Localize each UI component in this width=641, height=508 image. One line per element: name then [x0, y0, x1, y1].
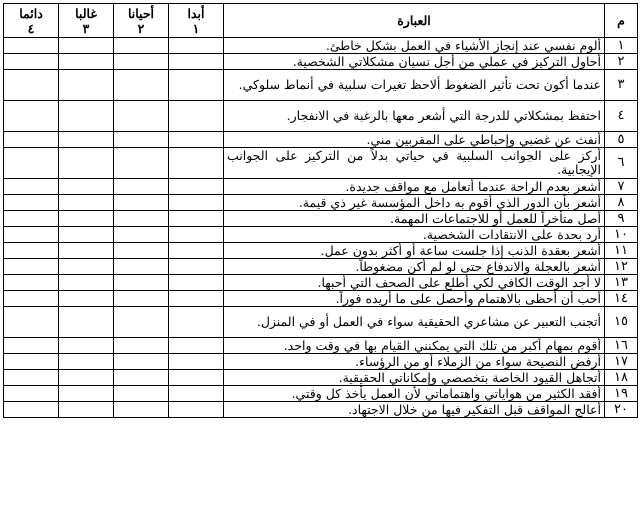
header-option-often: غالبا ٣	[59, 4, 114, 38]
table-row	[4, 101, 638, 132]
answer-cell-sometimes[interactable]	[114, 386, 169, 402]
answer-cell-always[interactable]	[4, 132, 59, 148]
questionnaire	[3, 3, 638, 418]
answer-cell-often[interactable]	[59, 70, 114, 101]
answer-cell-always[interactable]	[4, 291, 59, 307]
answer-cell-never[interactable]	[169, 402, 224, 418]
answer-cell-never[interactable]	[169, 179, 224, 195]
answer-cell-never[interactable]	[169, 54, 224, 70]
row-number: ٧	[605, 179, 638, 195]
answer-cell-sometimes[interactable]	[114, 38, 169, 54]
answer-cell-sometimes[interactable]	[114, 195, 169, 211]
answer-cell-never[interactable]	[169, 259, 224, 275]
table-row	[4, 211, 638, 227]
answer-cell-always[interactable]	[4, 370, 59, 386]
table-row	[4, 227, 638, 243]
answer-cell-always[interactable]	[4, 179, 59, 195]
answer-cell-sometimes[interactable]	[114, 275, 169, 291]
answer-cell-sometimes[interactable]	[114, 70, 169, 101]
table-row	[4, 291, 638, 307]
answer-cell-often[interactable]	[59, 132, 114, 148]
answer-cell-never[interactable]	[169, 148, 224, 179]
row-statement: أتجاهل القيود الخاصة بتخصصي وإمكاناتي الحقيقية.	[224, 370, 605, 386]
row-statement: أحاول التركيز في عملي من أجل نسيان مشكلاتي الشخصية.	[224, 54, 605, 70]
header-row	[4, 4, 638, 38]
row-number: ١٧	[605, 354, 638, 370]
answer-cell-never[interactable]	[169, 291, 224, 307]
answer-cell-sometimes[interactable]	[114, 338, 169, 354]
row-number: ١٨	[605, 370, 638, 386]
answer-cell-always[interactable]	[4, 195, 59, 211]
row-number: ٨	[605, 195, 638, 211]
answer-cell-often[interactable]	[59, 291, 114, 307]
answer-cell-sometimes[interactable]	[114, 259, 169, 275]
answer-cell-sometimes[interactable]	[114, 148, 169, 179]
header-option-never: أبدا ١	[169, 4, 224, 38]
table-row	[4, 195, 638, 211]
row-number: ١٤	[605, 291, 638, 307]
answer-cell-sometimes[interactable]	[114, 243, 169, 259]
answer-cell-always[interactable]	[4, 70, 59, 101]
table-row	[4, 402, 638, 418]
row-statement: أرد بحدة على الانتقادات الشخصية.	[224, 227, 605, 243]
answer-cell-always[interactable]	[4, 148, 59, 179]
row-number: ١٩	[605, 386, 638, 402]
answer-cell-often[interactable]	[59, 243, 114, 259]
answer-cell-often[interactable]	[59, 402, 114, 418]
answer-cell-always[interactable]	[4, 54, 59, 70]
row-statement: احتفظ بمشكلاتي للدرجة التي أشعر معها بالرغبة في الانفجار.	[224, 101, 605, 132]
answer-cell-often[interactable]	[59, 101, 114, 132]
row-statement: أشعر بالعجلة والاندفاع حتى لو لم أكن مضغوطاً.	[224, 259, 605, 275]
row-statement: ألوم نفسي عند إنجاز الأشياء في العمل بشكل خاطئ.	[224, 38, 605, 54]
answer-cell-sometimes[interactable]	[114, 101, 169, 132]
row-statement: عندما أكون تحت تأثير الضغوط ألاحظ تغيرات سلبية في أنماط سلوكي.	[224, 70, 605, 101]
answer-cell-always[interactable]	[4, 275, 59, 291]
answer-cell-always[interactable]	[4, 386, 59, 402]
answer-cell-often[interactable]	[59, 195, 114, 211]
row-number: ١٥	[605, 307, 638, 338]
answer-cell-sometimes[interactable]	[114, 54, 169, 70]
table-row	[4, 148, 638, 179]
answer-cell-never[interactable]	[169, 211, 224, 227]
answer-cell-often[interactable]	[59, 370, 114, 386]
row-number: ١٠	[605, 227, 638, 243]
answer-cell-often[interactable]	[59, 211, 114, 227]
table-row	[4, 38, 638, 54]
answer-cell-never[interactable]	[169, 132, 224, 148]
table-row	[4, 243, 638, 259]
answer-cell-sometimes[interactable]	[114, 211, 169, 227]
row-number: ٢٠	[605, 402, 638, 418]
row-number: ٤	[605, 101, 638, 132]
answer-cell-often[interactable]	[59, 354, 114, 370]
row-number: ١١	[605, 243, 638, 259]
row-statement: أحب أن أحظى بالاهتمام وأحصل على ما أريده فوراً.	[224, 291, 605, 307]
row-statement: أنفث عن غضبي وإحباطي على المقربين مني.	[224, 132, 605, 148]
table-row	[4, 132, 638, 148]
answer-cell-sometimes[interactable]	[114, 291, 169, 307]
answer-cell-often[interactable]	[59, 38, 114, 54]
answer-cell-always[interactable]	[4, 211, 59, 227]
table-row	[4, 259, 638, 275]
questionnaire-table	[3, 3, 638, 418]
answer-cell-never[interactable]	[169, 195, 224, 211]
answer-cell-always[interactable]	[4, 101, 59, 132]
table-row	[4, 307, 638, 338]
answer-cell-never[interactable]	[169, 386, 224, 402]
answer-cell-never[interactable]	[169, 338, 224, 354]
answer-cell-never[interactable]	[169, 101, 224, 132]
header-num: م	[605, 4, 638, 38]
answer-cell-never[interactable]	[169, 38, 224, 54]
answer-cell-sometimes[interactable]	[114, 370, 169, 386]
answer-cell-often[interactable]	[59, 148, 114, 179]
answer-cell-never[interactable]	[169, 227, 224, 243]
table-row	[4, 275, 638, 291]
header-option-sometimes: أحيانا ٢	[114, 4, 169, 38]
table-row	[4, 338, 638, 354]
answer-cell-always[interactable]	[4, 338, 59, 354]
answer-cell-always[interactable]	[4, 402, 59, 418]
answer-cell-sometimes[interactable]	[114, 227, 169, 243]
answer-cell-never[interactable]	[169, 307, 224, 338]
answer-cell-often[interactable]	[59, 227, 114, 243]
answer-cell-often[interactable]	[59, 307, 114, 338]
answer-cell-sometimes[interactable]	[114, 307, 169, 338]
answer-cell-always[interactable]	[4, 259, 59, 275]
table-row	[4, 386, 638, 402]
row-number: ١٣	[605, 275, 638, 291]
answer-cell-never[interactable]	[169, 243, 224, 259]
answer-cell-often[interactable]	[59, 275, 114, 291]
table-row	[4, 354, 638, 370]
answer-cell-always[interactable]	[4, 243, 59, 259]
answer-cell-always[interactable]	[4, 38, 59, 54]
header-option-always: دائما ٤	[4, 4, 59, 38]
answer-cell-always[interactable]	[4, 354, 59, 370]
row-statement: أتجنب التعبير عن مشاعري الحقيقية سواء في العمل أو في المنزل.	[224, 307, 605, 338]
table-row	[4, 70, 638, 101]
table-row	[4, 370, 638, 386]
row-statement: أصل متأخراً للعمل أو للاجتماعات المهمة.	[224, 211, 605, 227]
table-row	[4, 179, 638, 195]
row-statement: أقوم بمهام أكبر من تلك التي يمكنني القيام بها في وقت واحد.	[224, 338, 605, 354]
answer-cell-never[interactable]	[169, 354, 224, 370]
row-statement: أشعر بأن الدور الذي أقوم به داخل المؤسسة غير ذي قيمة.	[224, 195, 605, 211]
row-statement: أشعر بعقدة الذنب إذا جلست ساعة أو أكثر بدون عمل.	[224, 243, 605, 259]
row-statement: أفقد الكثير من هواياتي واهتماماتي لأن العمل يأخذ كل وقتي.	[224, 386, 605, 402]
answer-cell-always[interactable]	[4, 227, 59, 243]
answer-cell-always[interactable]	[4, 307, 59, 338]
answer-cell-never[interactable]	[169, 70, 224, 101]
answer-cell-sometimes[interactable]	[114, 354, 169, 370]
answer-cell-often[interactable]	[59, 259, 114, 275]
row-number: ٦	[605, 148, 638, 179]
answer-cell-often[interactable]	[59, 54, 114, 70]
answer-cell-sometimes[interactable]	[114, 179, 169, 195]
row-number: ٩	[605, 211, 638, 227]
row-number: ١	[605, 38, 638, 54]
row-number: ٣	[605, 70, 638, 101]
answer-cell-often[interactable]	[59, 338, 114, 354]
row-number: ٥	[605, 132, 638, 148]
answer-cell-sometimes[interactable]	[114, 402, 169, 418]
row-statement: أشعر بعدم الراحة عندما أتعامل مع مواقف جديدة.	[224, 179, 605, 195]
row-statement: أركز على الجوانب السلبية في حياتي بدلاً من التركيز على الجوانب الإيجابية.	[224, 148, 605, 179]
row-statement: لا أجد الوقت الكافي لكي أطلع على الصحف التي أحبها.	[224, 275, 605, 291]
answer-cell-often[interactable]	[59, 386, 114, 402]
header-statement: العبارة	[224, 4, 605, 38]
table-row	[4, 54, 638, 70]
answer-cell-sometimes[interactable]	[114, 132, 169, 148]
answer-cell-often[interactable]	[59, 179, 114, 195]
row-statement: أعالج المواقف قبل التفكير فيها من خلال الاجتهاد.	[224, 402, 605, 418]
row-statement: أرفض النصيحة سواء من الزملاء أو من الرؤساء.	[224, 354, 605, 370]
answer-cell-never[interactable]	[169, 275, 224, 291]
answer-cell-never[interactable]	[169, 370, 224, 386]
row-number: ٢	[605, 54, 638, 70]
row-number: ١٢	[605, 259, 638, 275]
row-number: ١٦	[605, 338, 638, 354]
